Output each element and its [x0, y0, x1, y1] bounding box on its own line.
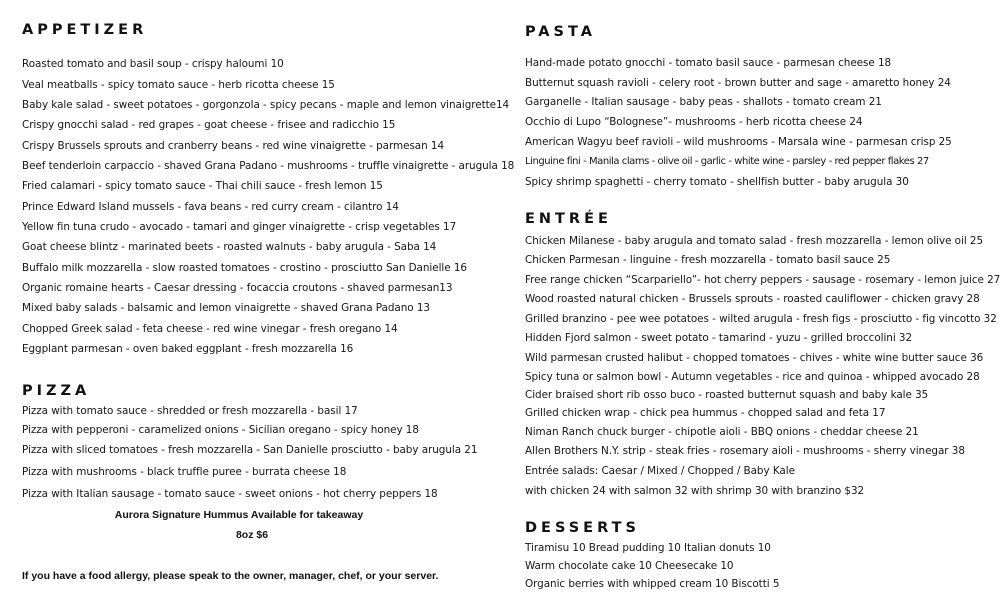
dessert-item: Tiramisu 10 Bread pudding 10 Italian donuts 10: [525, 542, 771, 554]
pasta-item: Linguine fini - Manila clams - olive oil - garlic - white wine - parsley - red pepper flakes 27: [525, 156, 929, 167]
appetizer-item: Roasted tomato and basil soup - crispy haloumi 10: [22, 58, 284, 70]
pizza-item: Pizza with mushrooms - black truffle puree - burrata cheese 18: [22, 466, 347, 478]
pasta-item: Hand-made potato gnocchi - tomato basil sauce - parmesan cheese 18: [525, 57, 892, 69]
entree-item: Free range chicken “Scarpariello”- hot cherry peppers - sausage - rosemary - lemon juice 27: [525, 274, 1000, 286]
pasta-item: Spicy shrimp spaghetti - cherry tomato - shellfish butter - baby arugula 30: [525, 176, 909, 188]
entree-item: Chicken Parmesan - linguine - fresh mozzarella - tomato basil sauce 25: [525, 254, 891, 266]
entree-item: Hidden Fjord salmon - sweet potato - tamarind - yuzu - grilled broccolini 32: [525, 332, 913, 344]
entree-item: Wild parmesan crusted halibut - chopped tomatoes - chives - white wine butter sauce 36: [525, 352, 984, 364]
appetizer-item: Fried calamari - spicy tomato sauce - Thai chili sauce - fresh lemon 15: [22, 180, 383, 192]
appetizer-item: Prince Edward Island mussels - fava beans - red curry cream - cilantro 14: [22, 201, 399, 213]
entree-item: Wood roasted natural chicken - Brussels sprouts - roasted cauliflower - chicken gravy 28: [525, 293, 980, 305]
desserts-title: DESSERTS: [525, 520, 640, 536]
pasta-item: Butternut squash ravioli - celery root - brown butter and sage - amaretto honey 24: [525, 77, 951, 89]
appetizer-title: APPETIZER: [22, 22, 148, 38]
appetizer-item: Chopped Greek salad - feta cheese - red wine vinegar - fresh oregano 14: [22, 323, 398, 335]
pasta-title: PASTA: [525, 24, 596, 40]
pasta-item: Garganelle - Italian sausage - baby peas - shallots - tomato cream 21: [525, 96, 882, 108]
entree-item: Allen Brothers N.Y. strip - steak fries - rosemary aioli - mushrooms - sherry vinegar 38: [525, 445, 965, 457]
appetizer-item: Goat cheese blintz - marinated beets - roasted walnuts - baby arugula - Saba 14: [22, 241, 437, 253]
allergy-note: If you have a food allergy, please speak to the owner, manager, chef, or your server.: [22, 570, 439, 582]
pasta-item: American Wagyu beef ravioli - wild mushrooms - Marsala wine - parmesan crisp 25: [525, 136, 952, 148]
appetizer-item: Crispy gnocchi salad - red grapes - goat cheese - frisee and radicchio 15: [22, 119, 396, 131]
entree-item: with chicken 24 with salmon 32 with shrimp 30 with branzino $32: [525, 485, 865, 497]
appetizer-item: Organic romaine hearts - Caesar dressing - focaccia croutons - shaved parmesan13: [22, 282, 453, 294]
entree-item: Entrée salads: Caesar / Mixed / Chopped / Baby Kale: [525, 465, 795, 477]
entree-item: Grilled branzino - pee wee potatoes - wilted arugula - fresh figs - prosciutto - fig vincotto 32: [525, 313, 997, 325]
appetizer-item: Mixed baby salads - balsamic and lemon vinaigrette - shaved Grana Padano 13: [22, 302, 430, 314]
entree-item: Chicken Milanese - baby arugula and tomato salad - fresh mozzarella - lemon olive oil 25: [525, 235, 984, 247]
entree-item: Niman Ranch chuck burger - chipotle aioli - BBQ onions - cheddar cheese 21: [525, 426, 919, 438]
pasta-item: Occhio di Lupo “Bolognese”- mushrooms - herb ricotta cheese 24: [525, 116, 863, 128]
appetizer-item: Baby kale salad - sweet potatoes - gorgonzola - spicy pecans - maple and lemon vinaigrette14: [22, 99, 510, 111]
pizza-item: Pizza with pepperoni - caramelized onions - Sicilian oregano - spicy honey 18: [22, 424, 419, 436]
pizza-item: Pizza with sliced tomatoes - fresh mozzarella - San Danielle prosciutto - baby arugula 21: [22, 444, 478, 456]
entree-item: Spicy tuna or salmon bowl - Autumn vegetables - rice and quinoa - whipped avocado 28: [525, 371, 980, 383]
appetizer-item: Crispy Brussels sprouts and cranberry beans - red wine vinaigrette - parmesan 14: [22, 140, 445, 152]
entree-item: Grilled chicken wrap - chick pea hummus - chopped salad and feta 17: [525, 407, 886, 419]
appetizer-item: Yellow fin tuna crudo - avocado - tamari and ginger vinaigrette - crisp vegetables 17: [22, 221, 457, 233]
hummus-price: 8oz $6: [235, 529, 269, 541]
entree-item: Cider braised short rib osso buco - roasted butternut squash and baby kale 35: [525, 389, 929, 401]
hummus-promo: Aurora Signature Hummus Available for takeaway: [114, 509, 364, 521]
entree-title: ENTRÉE: [525, 211, 612, 227]
dessert-item: Warm chocolate cake 10 Cheesecake 10: [525, 560, 734, 572]
dessert-item: Organic berries with whipped cream 10 Biscotti 5: [525, 578, 780, 590]
pizza-title: PIZZA: [22, 383, 91, 399]
appetizer-item: Veal meatballs - spicy tomato sauce - herb ricotta cheese 15: [22, 79, 335, 91]
appetizer-item: Eggplant parmesan - oven baked eggplant - fresh mozzarella 16: [22, 343, 354, 355]
pizza-item: Pizza with Italian sausage - tomato sauce - sweet onions - hot cherry peppers 18: [22, 488, 438, 500]
appetizer-item: Beef tenderloin carpaccio - shaved Grana Padano - mushrooms - truffle vinaigrette - arugula 18: [22, 160, 515, 172]
pizza-item: Pizza with tomato sauce - shredded or fresh mozzarella - basil 17: [22, 405, 358, 417]
appetizer-item: Buffalo milk mozzarella - slow roasted tomatoes - crostino - prosciutto San Danielle 16: [22, 262, 467, 274]
